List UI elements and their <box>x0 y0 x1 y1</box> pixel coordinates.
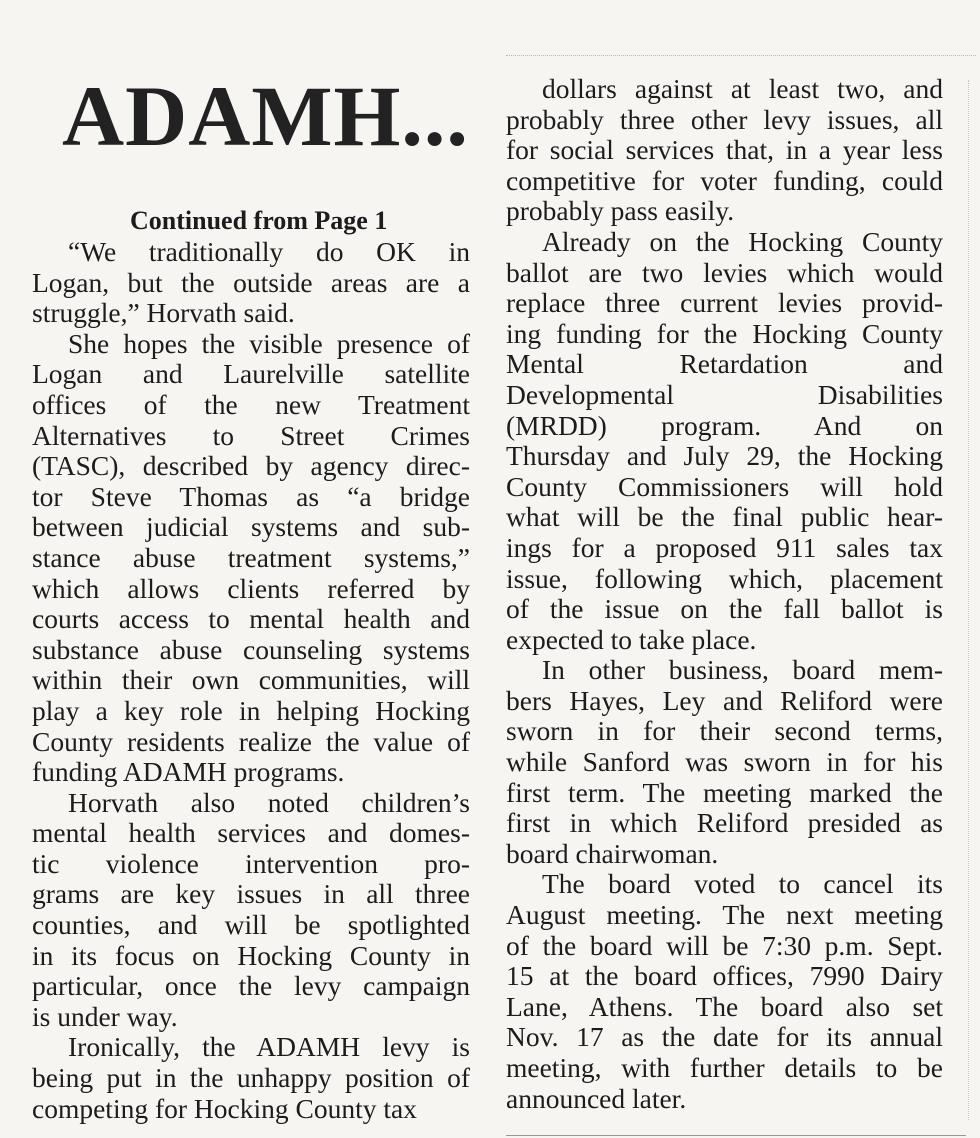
text-line: funding ADAMH programs. <box>32 756 345 788</box>
paragraph <box>506 74 943 227</box>
text-line: (MRDD) program. And on <box>506 409 943 441</box>
continued-from-note: Continued from Page 1 <box>130 206 388 235</box>
paragraph <box>32 329 470 788</box>
text-line: dollars against at least two, and <box>542 73 943 104</box>
text-line: “We traditionally do OK in <box>68 236 470 267</box>
text-line: board chairwoman. <box>506 837 719 869</box>
text-line: offices of the new Treatment <box>32 388 470 420</box>
text-line: struggle,” Horvath said. <box>32 297 295 329</box>
text-line: County Commissioners will hold <box>506 470 943 502</box>
text-line: tor Steve Thomas as “a bridge <box>32 480 470 512</box>
text-line: which allows clients referred by <box>32 572 470 604</box>
text-line: expected to take place. <box>506 623 757 655</box>
text-line: mental health services and domes- <box>32 817 470 849</box>
text-line: Alternatives to Street Crimes <box>32 419 470 451</box>
text-line: what will be the final public hear- <box>506 501 943 533</box>
text-line: sworn in for their second terms, <box>506 715 943 747</box>
text-line: first term. The meeting marked the <box>506 776 943 808</box>
paragraph <box>32 237 470 329</box>
text-line: announced later. <box>506 1082 687 1114</box>
text-line: substance abuse counseling systems <box>32 633 470 665</box>
paragraph <box>32 788 470 1033</box>
page-edge <box>968 80 970 1120</box>
text-line: Horvath also noted children’s <box>68 786 470 818</box>
text-line: within their own communities, will <box>32 664 470 696</box>
text-line: Thursday and July 29, the Hocking <box>506 440 943 472</box>
text-line: She hopes the visible presence of <box>68 327 470 359</box>
text-line: issue, following which, placement <box>506 562 943 594</box>
text-line: of the issue on the fall ballot is <box>506 593 943 625</box>
text-line: is under way. <box>32 1000 178 1032</box>
text-line: play a key role in helping Hocking <box>32 694 470 726</box>
text-line: County residents realize the value of <box>32 725 470 757</box>
headline: ADAMH... <box>62 68 469 164</box>
paragraph <box>506 869 943 1114</box>
text-line: while Sanford was sworn in for his <box>506 746 943 778</box>
text-line: between judicial systems and sub- <box>32 511 470 543</box>
text-line: of the board will be 7:30 p.m. Sept. <box>506 929 943 961</box>
paragraph <box>506 655 943 869</box>
text-line: Logan, but the outside areas are a <box>32 266 470 298</box>
left-column-body <box>32 237 470 1124</box>
text-line: Nov. 17 as the date for its annual <box>506 1021 943 1053</box>
paragraph <box>506 227 943 655</box>
top-rule <box>506 55 976 56</box>
text-line: particular, once the levy campaign <box>32 970 470 1002</box>
right-column <box>506 74 943 1114</box>
text-line: Lane, Athens. The board also set <box>506 990 943 1022</box>
text-line: August meeting. The next meeting <box>506 899 943 931</box>
bottom-rule <box>506 1135 966 1136</box>
text-line: counties, and will be spotlighted <box>32 909 470 941</box>
text-line: tic violence intervention pro- <box>32 847 470 879</box>
text-line: probably pass easily. <box>506 195 735 227</box>
paragraph <box>32 1032 470 1124</box>
text-line: Developmental Disabilities <box>506 378 943 410</box>
text-line: ballot are two levies which would <box>506 256 943 288</box>
text-line: 15 at the board offices, 7990 Dairy <box>506 960 943 992</box>
text-line: In other business, board mem- <box>542 654 943 686</box>
text-line: for social services that, in a year less <box>506 134 943 166</box>
text-line: Logan and Laurelville satellite <box>32 358 470 390</box>
text-line: replace three current levies provid- <box>506 287 943 319</box>
text-line: meeting, with further details to be <box>506 1052 943 1083</box>
text-line: being put in the unhappy position of <box>32 1062 470 1094</box>
text-line: probably three other levy issues, all <box>506 103 943 135</box>
text-line: ings for a proposed 911 sales tax <box>506 531 943 563</box>
text-line: ing funding for the Hocking County <box>506 317 943 349</box>
text-line: Mental Retardation and <box>506 348 943 380</box>
text-line: bers Hayes, Ley and Reliford were <box>506 684 943 716</box>
text-line: stance abuse treatment systems,” <box>32 541 470 573</box>
text-line: competitive for voter funding, could <box>506 164 943 196</box>
text-line: in its focus on Hocking County in <box>32 939 470 971</box>
text-line: courts access to mental health and <box>32 603 470 635</box>
text-line: Ironically, the ADAMH levy is <box>68 1031 470 1063</box>
text-line: grams are key issues in all three <box>32 878 470 910</box>
text-line: The board voted to cancel its <box>542 868 943 900</box>
text-line: Already on the Hocking County <box>542 225 943 257</box>
text-line: (TASC), described by agency direc- <box>32 450 470 482</box>
text-line: competing for Hocking County tax <box>32 1092 417 1124</box>
text-line: first in which Reliford presided as <box>506 807 943 839</box>
